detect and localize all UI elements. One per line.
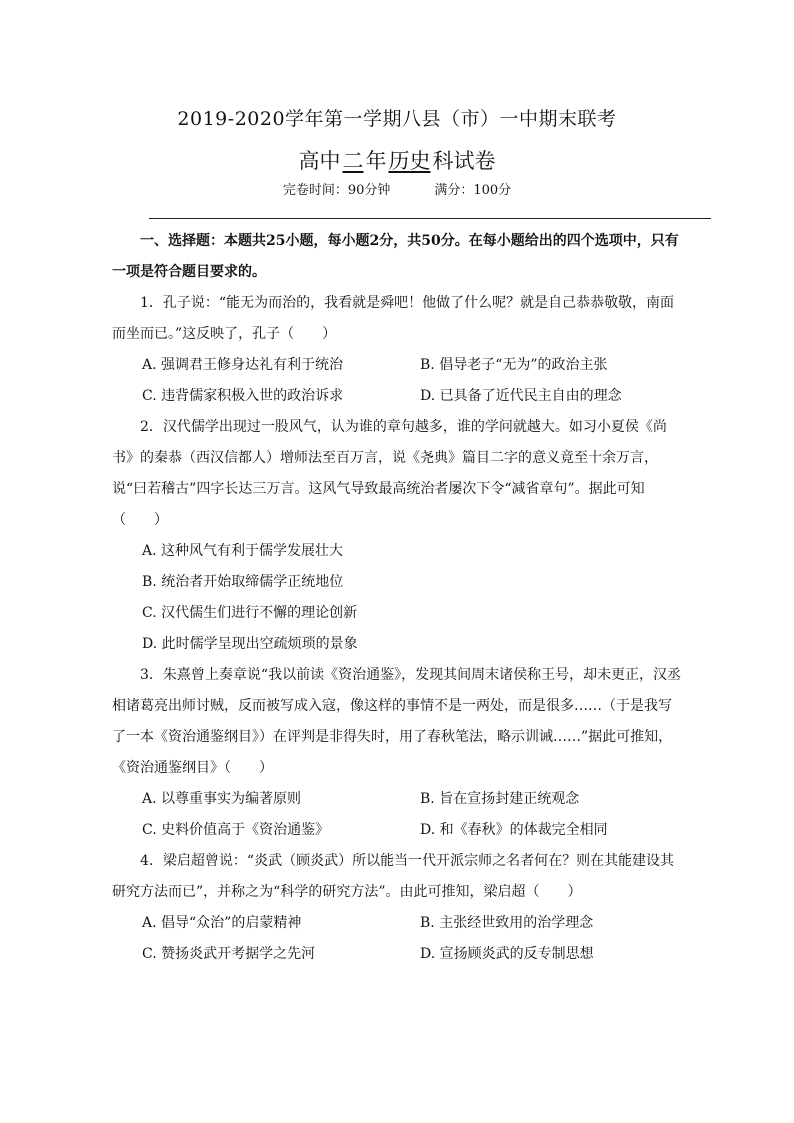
question-4 xyxy=(112,846,684,970)
total-score: 满分：100分 xyxy=(434,183,512,198)
option-a: A. 这种风气有利于儒学发展壮大 xyxy=(142,543,344,559)
exam-subtitle xyxy=(0,145,794,175)
option-c: C. 汉代儒生们进行不懈的理论创新 xyxy=(142,605,358,621)
grade-field: 二 xyxy=(342,149,364,173)
option-row xyxy=(112,381,684,412)
option-b: B. 统治者开始取缔儒学正统地位 xyxy=(142,574,344,590)
exam-title: 2019-2020学年第一学期八县（市）一中期末联考 xyxy=(177,108,617,130)
option-c: C. 史料价值高于《资治通鉴》 xyxy=(142,822,330,838)
section-heading: 一、选择题：本题共25小题，每小题2分，共50分。在每小题给出的四个选项中，只有一项是符合题目要求的。 xyxy=(112,233,679,280)
header-rule xyxy=(149,218,711,219)
exam-meta xyxy=(0,179,794,198)
question-stem: 2．汉代儒学出现过一股风气，认为谁的章句越多，谁的学问就越大。如习小夏侯《尚书》的秦恭（西汉信都人）增师法至百万言，说《尧典》篇目二字的意义竟至十余万言，说“曰若稽古”四字长达三万言。这风气导致最高统治者屡次下令“减省章句”。据此可知（ ） xyxy=(112,419,667,528)
option-a: A. 以尊重事实为编著原则 xyxy=(142,791,302,807)
exam-content xyxy=(112,226,684,970)
option-b: B. 旨在宣扬封建正统观念 xyxy=(420,791,580,807)
subject-field: 历史 xyxy=(388,149,431,173)
option-c: C. 赞扬炎武开考据学之先河 xyxy=(142,946,316,962)
option-d: D. 和《春秋》的体裁完全相同 xyxy=(420,822,608,838)
question-2 xyxy=(112,412,684,660)
option-row xyxy=(112,784,684,815)
question-stem: 3．朱熹曾上奏章说“我以前读《资治通鉴》，发现其间周末诸侯称王号，却未更正，汉丞相诸葛亮出师讨贼，反而被写成入寇，像这样的事情不是一两处，而是很多……（于是我写了一本《资治通鉴纲目》）在评判是非得失时，用了春秋笔法，略示训诫……”据此可推知，《资治通鉴纲目》（ ） xyxy=(112,667,682,776)
question-1 xyxy=(112,288,684,412)
question-stem: 4．梁启超曾说：“炎武（顾炎武）所以能当一代开派宗师之名者何在？则在其能建设其研究方法而已”，并称之为“科学的研究方法”。由此可推知，梁启超（ ） xyxy=(112,853,675,900)
subtitle-suffix: 科试卷 xyxy=(432,149,496,173)
option-a: A. 倡导“众治”的启蒙精神 xyxy=(142,915,302,931)
year-word: 年 xyxy=(365,149,387,173)
option-row xyxy=(112,908,684,939)
option-row xyxy=(112,815,684,846)
option-b: B. 主张经世致用的治学理念 xyxy=(420,915,594,931)
option-a: A. 强调君王修身达礼有利于统治 xyxy=(142,357,344,373)
subtitle-prefix: 高中 xyxy=(298,149,341,173)
question-3 xyxy=(112,660,684,846)
question-stem: 1．孔子说：“能无为而治的，我看就是舜吧！他做了什么呢？就是自己恭恭敬敬，南面而坐而已。”这反映了，孔子（ ） xyxy=(112,295,675,342)
option-d: D. 此时儒学呈现出空疏烦琐的景象 xyxy=(142,636,358,652)
option-row xyxy=(112,939,684,970)
option-d: D. 宣扬顾炎武的反专制思想 xyxy=(420,946,594,962)
option-c: C. 违背儒家积极入世的政治诉求 xyxy=(142,388,344,404)
option-b: B. 倡导老子“无为”的政治主张 xyxy=(420,357,608,373)
option-d: D. 已具备了近代民主自由的理念 xyxy=(420,388,622,404)
option-row xyxy=(112,350,684,381)
time-limit: 完卷时间：90分钟 xyxy=(282,183,391,198)
